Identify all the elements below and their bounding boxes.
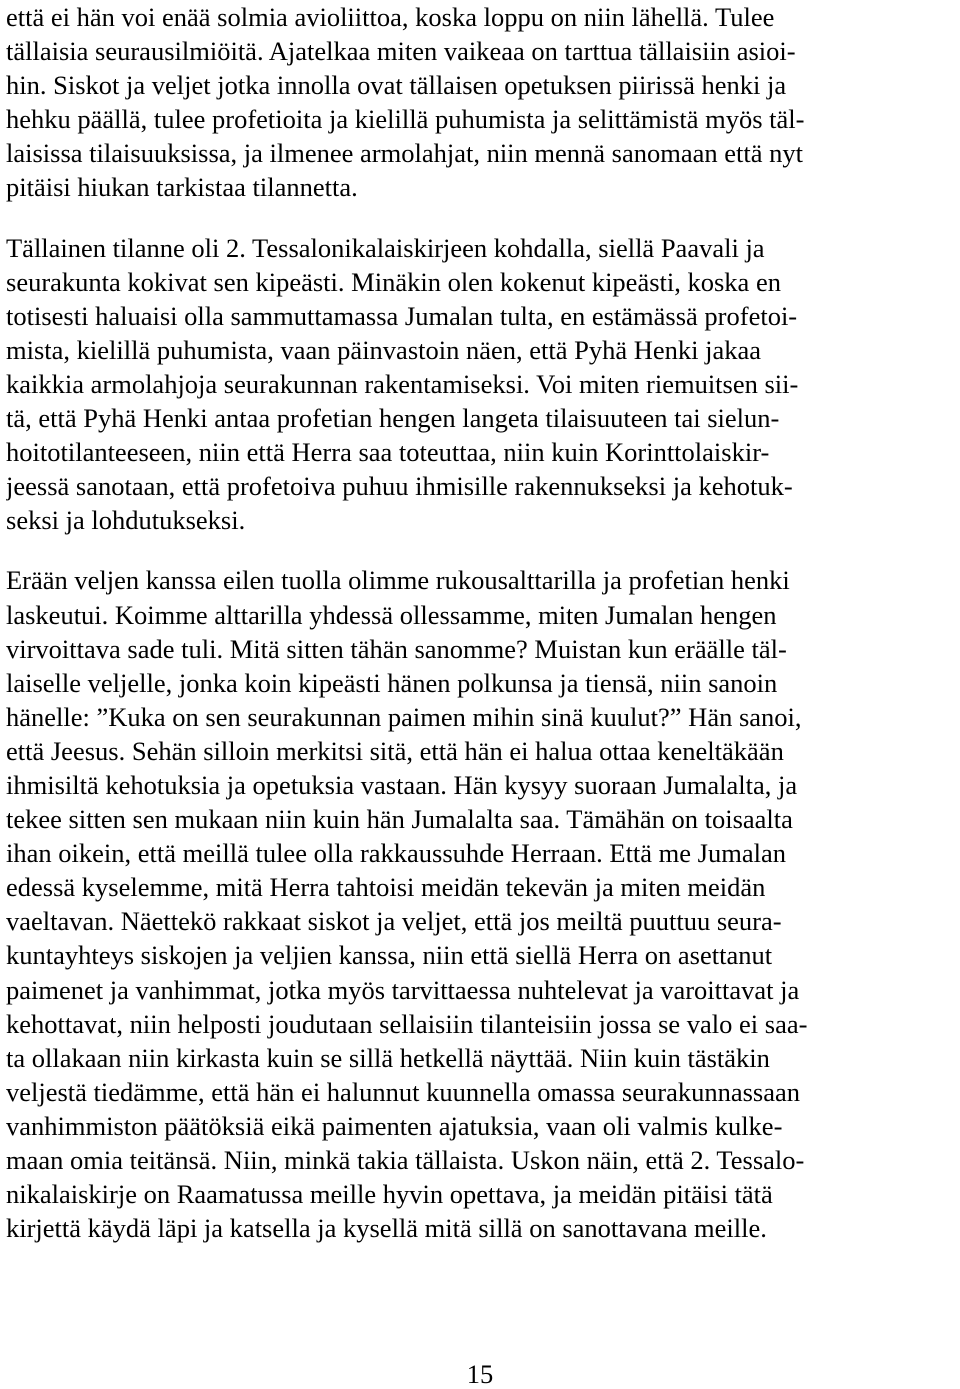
text-line: hin. Siskot ja veljet jotka innolla ovat tällaisen opetuksen piirissä henki ja — [6, 70, 787, 101]
text-line: virvoittava sade tuli. Mitä sitten tähän sanomme? Muistan kun eräälle täl- — [6, 633, 787, 664]
text-line: edessä kyselemme, mitä Herra tahtoisi meidän tekevän ja miten meidän — [6, 872, 766, 903]
text-line: hehku päällä, tulee profetioita ja kielillä puhumista ja selittämistä myös täl- — [6, 104, 805, 135]
text-line: jeessä sanotaan, että profetoiva puhuu ihmisille rakennukseksi ja kehotuk- — [6, 471, 793, 502]
text-line: kirjettä käydä läpi ja katsella ja kysellä mitä sillä on sanottavana meille. — [6, 1213, 767, 1244]
text-line: ihmisiltä kehotuksia ja opetuksia vastaan. Hän kysyy suoraan Jumalalta, ja — [6, 769, 798, 800]
text-line: että Jeesus. Sehän silloin merkitsi sitä, että hän ei halua ottaa keneltäkään — [6, 735, 784, 766]
text-line: seksi ja lohdutukseksi. — [6, 505, 246, 536]
text-line: Erään veljen kanssa eilen tuolla olimme rukousalttarilla ja profetian henki — [6, 565, 790, 596]
text-line: laisissa tilaisuuksissa, ja ilmenee armolahjat, niin mennä sanomaan että nyt — [6, 138, 804, 169]
body-text — [6, 0, 956, 1245]
text-line: veljestä tiedämme, että hän ei halunnut kuunnella omassa seurakunnassaan — [6, 1076, 801, 1107]
text-line: vaeltavan. Näettekö rakkaat siskot ja veljet, että jos meiltä puuttuu seura- — [6, 906, 782, 937]
paragraph — [6, 231, 956, 538]
text-line: laiselle veljelle, jonka koin kipeästi hänen polkunsa ja tiensä, niin sanoin — [6, 667, 778, 698]
text-line: kehottavat, niin helposti joudutaan sellaisiin tilanteisiin jossa se valo ei saa- — [6, 1008, 808, 1039]
text-line: tekee sitten sen mukaan niin kuin hän Jumalalta saa. Tämähän on toisaalta — [6, 804, 793, 835]
text-line: vanhimmiston päätöksiä eikä paimenten ajatuksia, vaan oli valmis kulke- — [6, 1110, 783, 1141]
text-line: paimenet ja vanhimmat, jotka myös tarvittaessa nuhtelevat ja varoittavat ja — [6, 974, 800, 1005]
text-line: seurakunta kokivat sen kipeästi. Minäkin olen kokenut kipeästi, koska en — [6, 266, 781, 297]
text-line: että ei hän voi enää solmia avioliittoa, koska loppu on niin lähellä. Tulee — [6, 2, 775, 32]
paragraph — [6, 0, 956, 205]
text-line: nikalaiskirje on Raamatussa meille hyvin opettava, ja meidän pitäisi tätä — [6, 1179, 773, 1210]
paragraph-gap — [6, 537, 956, 563]
paragraph-gap — [6, 205, 956, 231]
text-line: kuntayhteys siskojen ja veljien kanssa, niin että siellä Herra on asettanut — [6, 940, 773, 971]
text-line: tä, että Pyhä Henki antaa profetian hengen langeta tilaisuuteen tai sielun- — [6, 403, 780, 434]
text-line: mista, kielillä puhumista, vaan päinvastoin näen, että Pyhä Henki jakaa — [6, 334, 762, 365]
text-line: maan omia teitänsä. Niin, minkä takia tällaista. Uskon näin, että 2. Tessalo- — [6, 1145, 805, 1175]
text-line: totisesti haluaisi olla sammuttamassa Jumalan tulta, en estämässä profetoi- — [6, 300, 798, 331]
text-line: laskeutui. Koimme alttarilla yhdessä ollessamme, miten Jumalan hengen — [6, 599, 777, 630]
text-line: hänelle: ”Kuka on sen seurakunnan paimen mihin sinä kuulut?” Hän sanoi, — [6, 701, 802, 732]
paragraph — [6, 563, 956, 1245]
text-line: hoitotilanteeseen, niin että Herra saa toteuttaa, niin kuin Korinttolaiskir- — [6, 437, 770, 468]
text-line: pitäisi hiukan tarkistaa tilannetta. — [6, 172, 358, 203]
text-line: ta ollakaan niin kirkasta kuin se sillä hetkellä näyttää. Niin kuin tästäkin — [6, 1042, 770, 1073]
text-line: kaikkia armolahjoja seurakunnan rakentamiseksi. Voi miten riemuitsen sii- — [6, 368, 799, 399]
text-line: tällaisia seurausilmiöitä. Ajatelkaa miten vaikeaa on tarttua tällaisiin asioi- — [6, 36, 796, 67]
page-number: 15 — [466, 1359, 494, 1389]
text-line: ihan oikein, että meillä tulee olla rakkaussuhde Herraan. Että me Jumalan — [6, 838, 786, 869]
text-line: Tällainen tilanne oli 2. Tessalonikalaiskirjeen kohdalla, siellä Paavali ja — [6, 232, 765, 263]
